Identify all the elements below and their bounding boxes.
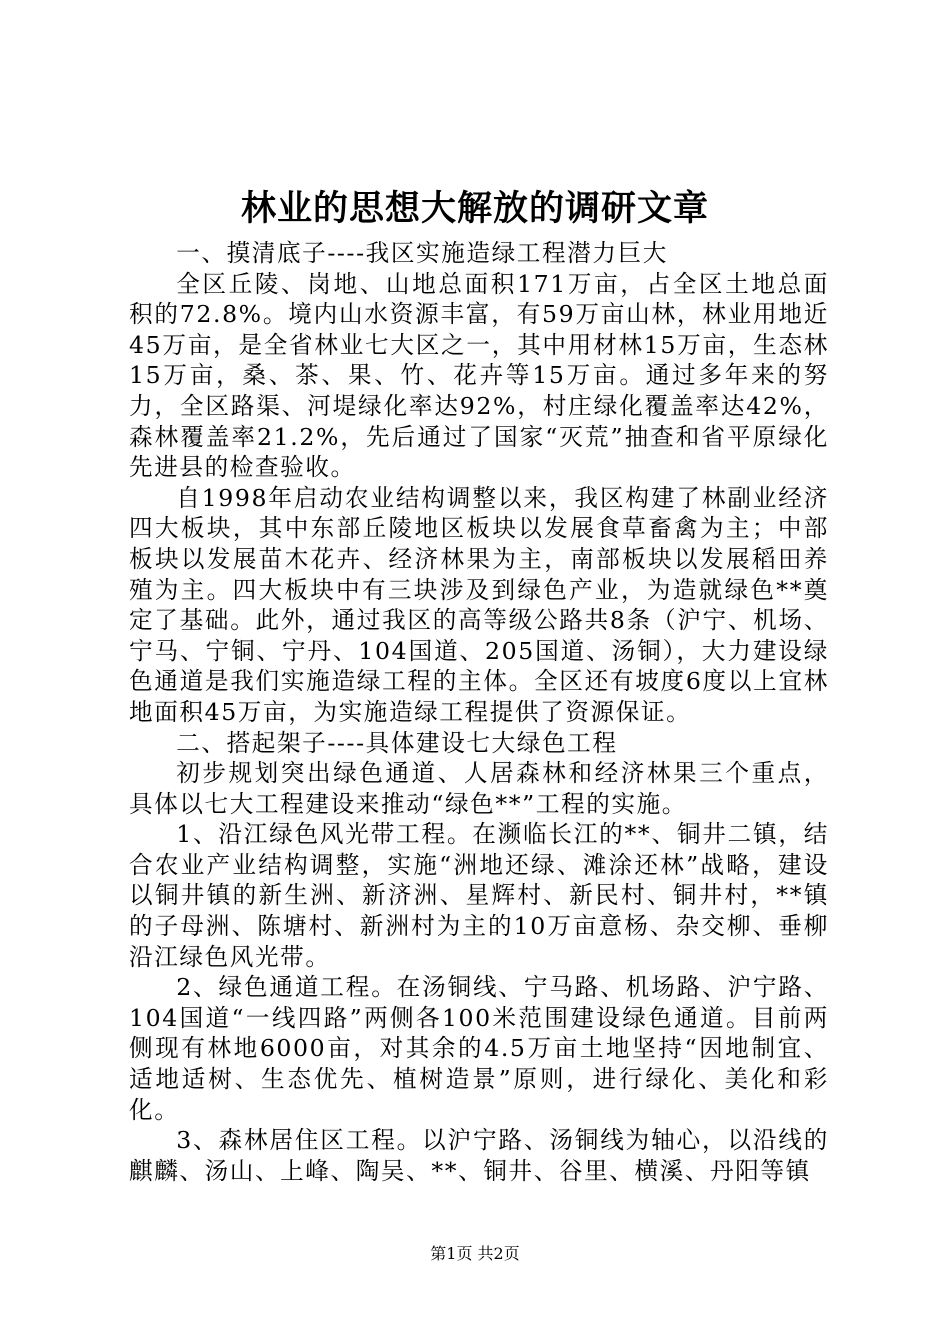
document-title: 林业的思想大解放的调研文章: [240, 189, 709, 229]
section-heading-1: 一、摸清底子----我区实施造绿工程潜力巨大: [176, 239, 668, 267]
paragraph-4: 1、沿江绿色风光带工程。在濒临长江的**、铜井二镇，结合农业产业结构调整，实施“洲地还绿、滩涂还林”战略，建设以铜井镇的新生洲、新济洲、星辉村、新民村、铜井村，**镇的子母洲、陈塘村、新洲村为主的10万亩意杨、杂交柳、垂柳沿江绿色风光带。: [129, 820, 829, 971]
paragraph-3: 初步规划突出绿色通道、人居森林和经济林果三个重点，具体以七大工程建设来推动“绿色**”工程的实施。: [129, 759, 829, 818]
page-footer: 第1页 共2页: [430, 1244, 520, 1263]
document-body: [129, 238, 829, 1186]
section-heading-2: 二、搭起架子----具体建设七大绿色工程: [176, 728, 618, 757]
paragraph-1: 全区丘陵、岗地、山地总面积171万亩，占全区土地总面积的72.8%。境内山水资源丰富，有59万亩山林，林业用地近45万亩，是全省林业七大区之一，其中用材林15万亩，生态林15万亩，桑、茶、果、竹、花卉等15万亩。通过多年来的努力，全区路渠、河堤绿化率达92%，村庄绿化覆盖率达42%，森林覆盖率21.2%，先后通过了国家“灭荒”抽查和省平原绿化先进县的检查验收。: [129, 269, 829, 482]
paragraph-6: 3、森林居住区工程。以沪宁路、汤铜线为轴心，以沿线的麒麟、汤山、上峰、陶吴、**、铜井、谷里、横溪、丹阳等镇: [129, 1126, 829, 1185]
paragraph-2: 自1998年启动农业结构调整以来，我区构建了林副业经济四大板块，其中东部丘陵地区板块以发展食草畜禽为主；中部板块以发展苗木花卉、经济林果为主，南部板块以发展稻田养殖为主。四大板块中有三块涉及到绿色产业，为造就绿色**奠定了基础。此外，通过我区的高等级公路共8条（沪宁、机场、宁马、宁铜、宁丹、104国道、205国道、汤铜），大力建设绿色通道是我们实施造绿工程的主体。全区还有坡度6度以上宜林地面积45万亩，为实施造绿工程提供了资源保证。: [129, 483, 829, 726]
paragraph-5: 2、绿色通道工程。在汤铜线、宁马路、机场路、沪宁路、104国道“一线四路”两侧各100米范围建设绿色通道。目前两侧现有林地6000亩，对其余的4.5万亩土地坚持“因地制宜、适地适树、生态优先、植树造景”原则，进行绿化、美化和彩化。: [129, 973, 829, 1124]
